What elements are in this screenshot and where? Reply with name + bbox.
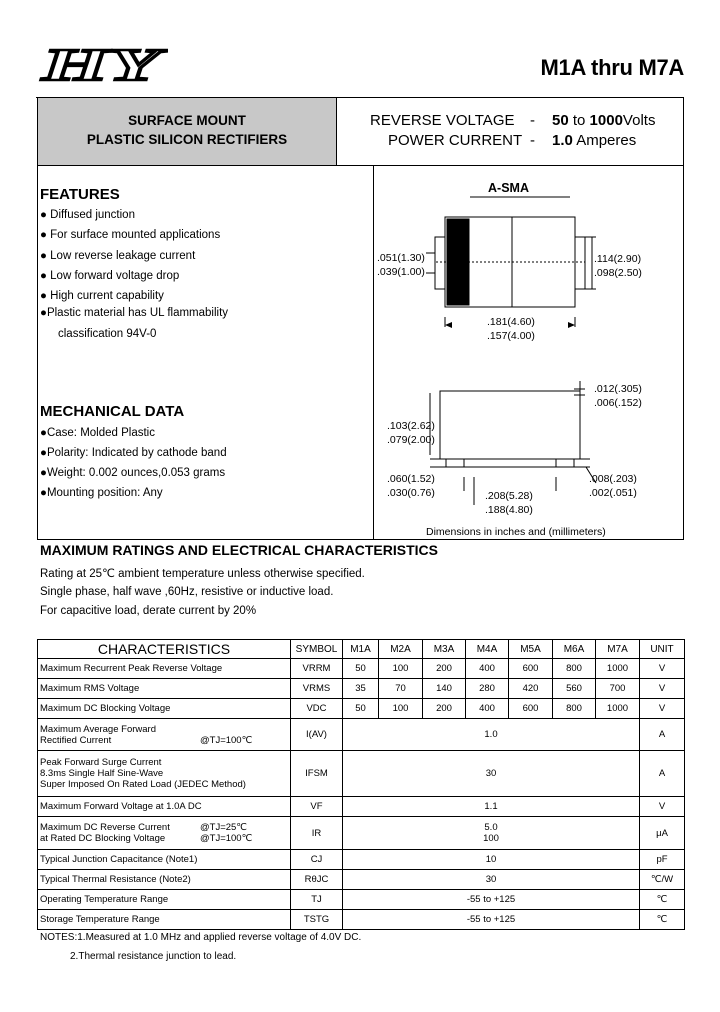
- features-heading: FEATURES: [40, 186, 120, 203]
- product-box: [38, 98, 336, 165]
- power-current-value: [552, 132, 636, 149]
- rv-unit: Volts: [622, 112, 656, 129]
- frame-divider-top: [336, 98, 337, 165]
- dim-098: .098(2.50): [594, 267, 642, 279]
- col-model: M7A: [596, 640, 640, 659]
- col-symbol: SYMBOL: [291, 640, 343, 659]
- mechanical-heading: MECHANICAL DATA: [40, 403, 185, 420]
- dim-103: .103(2.62): [387, 420, 435, 432]
- hy-logo: [38, 42, 168, 88]
- col-model: M2A: [379, 640, 423, 659]
- ratings-para-3: For capacitive load, derate current by 20%: [40, 605, 257, 617]
- mechanical-item: ●Weight: 0.002 ounces,0.053 grams: [40, 467, 226, 479]
- feature-item-cont: classification 94V-0: [58, 328, 157, 340]
- dim-006: .006(.152): [594, 397, 642, 409]
- table-row: Typical Thermal Resistance (Note2) RθJC 30 ℃/W: [38, 870, 685, 890]
- dim-030: .030(0.76): [387, 487, 435, 499]
- dim-188: .188(4.80): [485, 504, 533, 516]
- dim-012: .012(.305): [594, 383, 642, 395]
- col-characteristics: CHARACTERISTICS: [38, 640, 291, 659]
- ratings-heading: MAXIMUM RATINGS AND ELECTRICAL CHARACTERISTICS: [40, 542, 438, 558]
- rv-from: 50: [552, 112, 569, 129]
- table-row: Typical Junction Capacitance (Note1) CJ 10 pF: [38, 850, 685, 870]
- logo-text: HY: [40, 42, 168, 88]
- col-unit: UNIT: [640, 640, 685, 659]
- col-model: M1A: [343, 640, 379, 659]
- dim-008: .008(.203): [589, 473, 637, 485]
- col-model: M3A: [423, 640, 466, 659]
- ratings-table: [37, 639, 685, 930]
- dim-039: .039(1.00): [377, 266, 425, 278]
- ratings-para-1: Rating at 25℃ ambient temperature unless otherwise specified.: [40, 568, 365, 580]
- feature-item: ● Low reverse leakage current: [40, 250, 196, 262]
- table-row: Maximum Recurrent Peak Reverse Voltage VRRM 50 100 200 400 600 800 1000 V: [38, 659, 685, 679]
- package-name: A-SMA: [488, 181, 529, 195]
- dim-208: .208(5.28): [485, 490, 533, 502]
- dim-114: .114(2.90): [594, 253, 642, 265]
- mechanical-item: ●Mounting position: Any: [40, 487, 163, 499]
- ratings-para-2: Single phase, half wave ,60Hz, resistive or inductive load.: [40, 586, 334, 598]
- feature-item: ●Plastic material has UL flammability: [40, 307, 229, 319]
- pc-value: 1.0: [552, 132, 573, 149]
- power-current-dash: -: [530, 132, 535, 149]
- document-title: M1A thru M7A: [540, 55, 684, 80]
- table-header-row: [38, 640, 685, 659]
- mechanical-item: ●Case: Molded Plastic: [40, 427, 155, 439]
- feature-item: ● Low forward voltage drop: [40, 270, 180, 282]
- product-line-1: SURFACE MOUNT: [128, 113, 246, 128]
- reverse-voltage-dash: -: [530, 112, 535, 129]
- dim-079: .079(2.00): [387, 434, 435, 446]
- rv-to-value: 1000: [589, 112, 623, 129]
- note-2: 2.Thermal resistance junction to lead.: [70, 951, 237, 962]
- reverse-voltage-value: [552, 112, 655, 129]
- dim-002: .002(.051): [589, 487, 637, 499]
- pc-unit: Amperes: [576, 132, 637, 149]
- frame-rule-3: [37, 539, 684, 540]
- table-row: Maximum Average Forward Rectified Current @TJ=100℃ I(AV) 1.0 A: [38, 719, 685, 751]
- product-line-2: PLASTIC SILICON RECTIFIERS: [86, 132, 288, 147]
- table-row: Peak Forward Surge Current 8.3ms Single Half Sine-Wave Super Imposed On Rated Load (JEDEC Method) IFSM 30 A: [38, 751, 685, 797]
- table-row: Operating Temperature Range TJ -55 to +125 ℃: [38, 890, 685, 910]
- dim-051: .051(1.30): [377, 252, 425, 264]
- rv-to: to: [572, 112, 586, 129]
- table-row: Maximum DC Blocking Voltage VDC 50 100 200 400 600 800 1000 V: [38, 699, 685, 719]
- col-model: M5A: [509, 640, 553, 659]
- col-model: M6A: [553, 640, 596, 659]
- table-row: Maximum DC Reverse Current @TJ=25℃ at Rated DC Blocking Voltage @TJ=100℃ IR 5.0 100 μA: [38, 817, 685, 850]
- dim-157: .157(4.00): [487, 330, 535, 342]
- feature-item: ● For surface mounted applications: [40, 229, 221, 241]
- table-row: Storage Temperature Range TSTG -55 to +125 ℃: [38, 910, 685, 930]
- dimensions-caption: Dimensions in inches and (millimeters): [426, 526, 606, 538]
- table-row: Maximum Forward Voltage at 1.0A DC VF 1.1 V: [38, 797, 685, 817]
- col-model: M4A: [466, 640, 509, 659]
- table-row: Maximum RMS Voltage VRMS 35 70 140 280 420 560 700 V: [38, 679, 685, 699]
- feature-item: ● Diffused junction: [40, 209, 135, 221]
- feature-item: ● High current capability: [40, 290, 164, 302]
- mechanical-item: ●Polarity: Indicated by cathode band: [40, 447, 227, 459]
- note-1: NOTES:1.Measured at 1.0 MHz and applied reverse voltage of 4.0V DC.: [40, 932, 362, 943]
- dim-060: .060(1.52): [387, 473, 435, 485]
- dim-181: .181(4.60): [487, 316, 535, 328]
- reverse-voltage-label: REVERSE VOLTAGE: [370, 112, 515, 129]
- power-current-label: POWER CURRENT: [388, 132, 523, 149]
